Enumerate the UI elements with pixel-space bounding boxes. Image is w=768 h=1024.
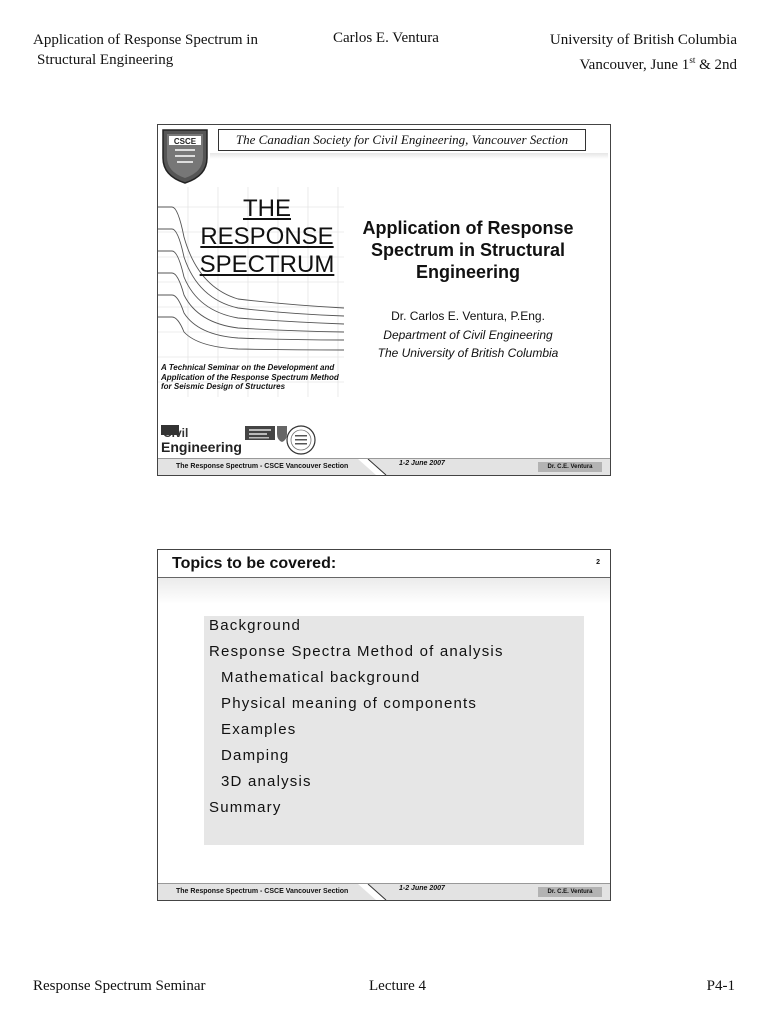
topic-item: Summary (209, 799, 282, 816)
slide-page-number: 2 (596, 559, 600, 566)
topics-list (209, 613, 579, 821)
csce-crest-icon (161, 128, 209, 184)
footer-author: Dr. C.E. Ventura (538, 462, 602, 472)
header-shadow (210, 153, 608, 159)
header-center: Carlos E. Ventura (333, 30, 439, 46)
header-date-end: & 2nd (695, 57, 737, 73)
footer-date: 1-2 June 2007 (399, 885, 445, 892)
footer-left-text: Response Spectrum Seminar (33, 978, 206, 994)
header-right-line1: University of British Columbia (549, 32, 737, 48)
slide-title: Application of Response Spectrum in Structural Engineering (362, 218, 574, 282)
civil-engineering-logo (161, 423, 321, 457)
header-right-line2 (550, 50, 737, 75)
footer-date: 1-2 June 2007 (399, 460, 445, 467)
footer-lecture: Lecture 4 (369, 978, 427, 994)
topic-subitem: 3D analysis (221, 773, 312, 790)
title-fade (158, 578, 610, 604)
header-date-sup: st (689, 55, 696, 65)
slide-footer (158, 883, 610, 900)
footer-page-number: P4-1 (706, 978, 735, 994)
topic-subitem: Damping (221, 747, 290, 764)
title-slide (157, 124, 611, 476)
author-block (353, 307, 583, 363)
header-left-line2: Structural Engineering (37, 52, 174, 68)
department: Department of Civil Engineering (383, 327, 553, 342)
topic-item: Response Spectra Method of analysis (209, 643, 504, 660)
topic-subitem: Physical meaning of components (221, 695, 478, 712)
topics-slide (157, 549, 611, 901)
header-date-start: Vancouver, June 1 (579, 57, 690, 73)
header-left (33, 30, 258, 70)
footer-left: The Response Spectrum - CSCE Vancouver Section (176, 888, 349, 895)
logo-word-civil: Civil (163, 426, 189, 440)
big-title-line: THE (243, 195, 291, 222)
topic-subitem: Mathematical background (221, 669, 421, 686)
footer-author: Dr. C.E. Ventura (538, 887, 602, 897)
logo-word-engineering: Engineering (161, 439, 242, 455)
header-right (550, 30, 737, 75)
university: The University of British Columbia (377, 346, 559, 360)
topics-title: Topics to be covered: (172, 555, 337, 572)
spectrum-big-title (192, 195, 342, 279)
footer-left: The Response Spectrum - CSCE Vancouver Section (176, 463, 349, 470)
big-title-line: SPECTRUM (199, 251, 335, 278)
header-left-line1: Application of Response Spectrum in (33, 32, 258, 48)
seminar-description: A Technical Seminar on the Development and Application of the Response Spectrum Method for Seismic Design of Structures (161, 363, 339, 391)
author-name: Dr. Carlos E. Ventura, P.Eng. (391, 309, 545, 323)
topic-subitem: Examples (221, 721, 297, 738)
society-banner: The Canadian Society for Civil Engineering, Vancouver Section (218, 129, 586, 151)
topic-item: Background (209, 617, 302, 634)
crest-text: CSCE (173, 137, 197, 146)
slide-footer (158, 458, 610, 475)
big-title-line: RESPONSE (200, 223, 334, 250)
